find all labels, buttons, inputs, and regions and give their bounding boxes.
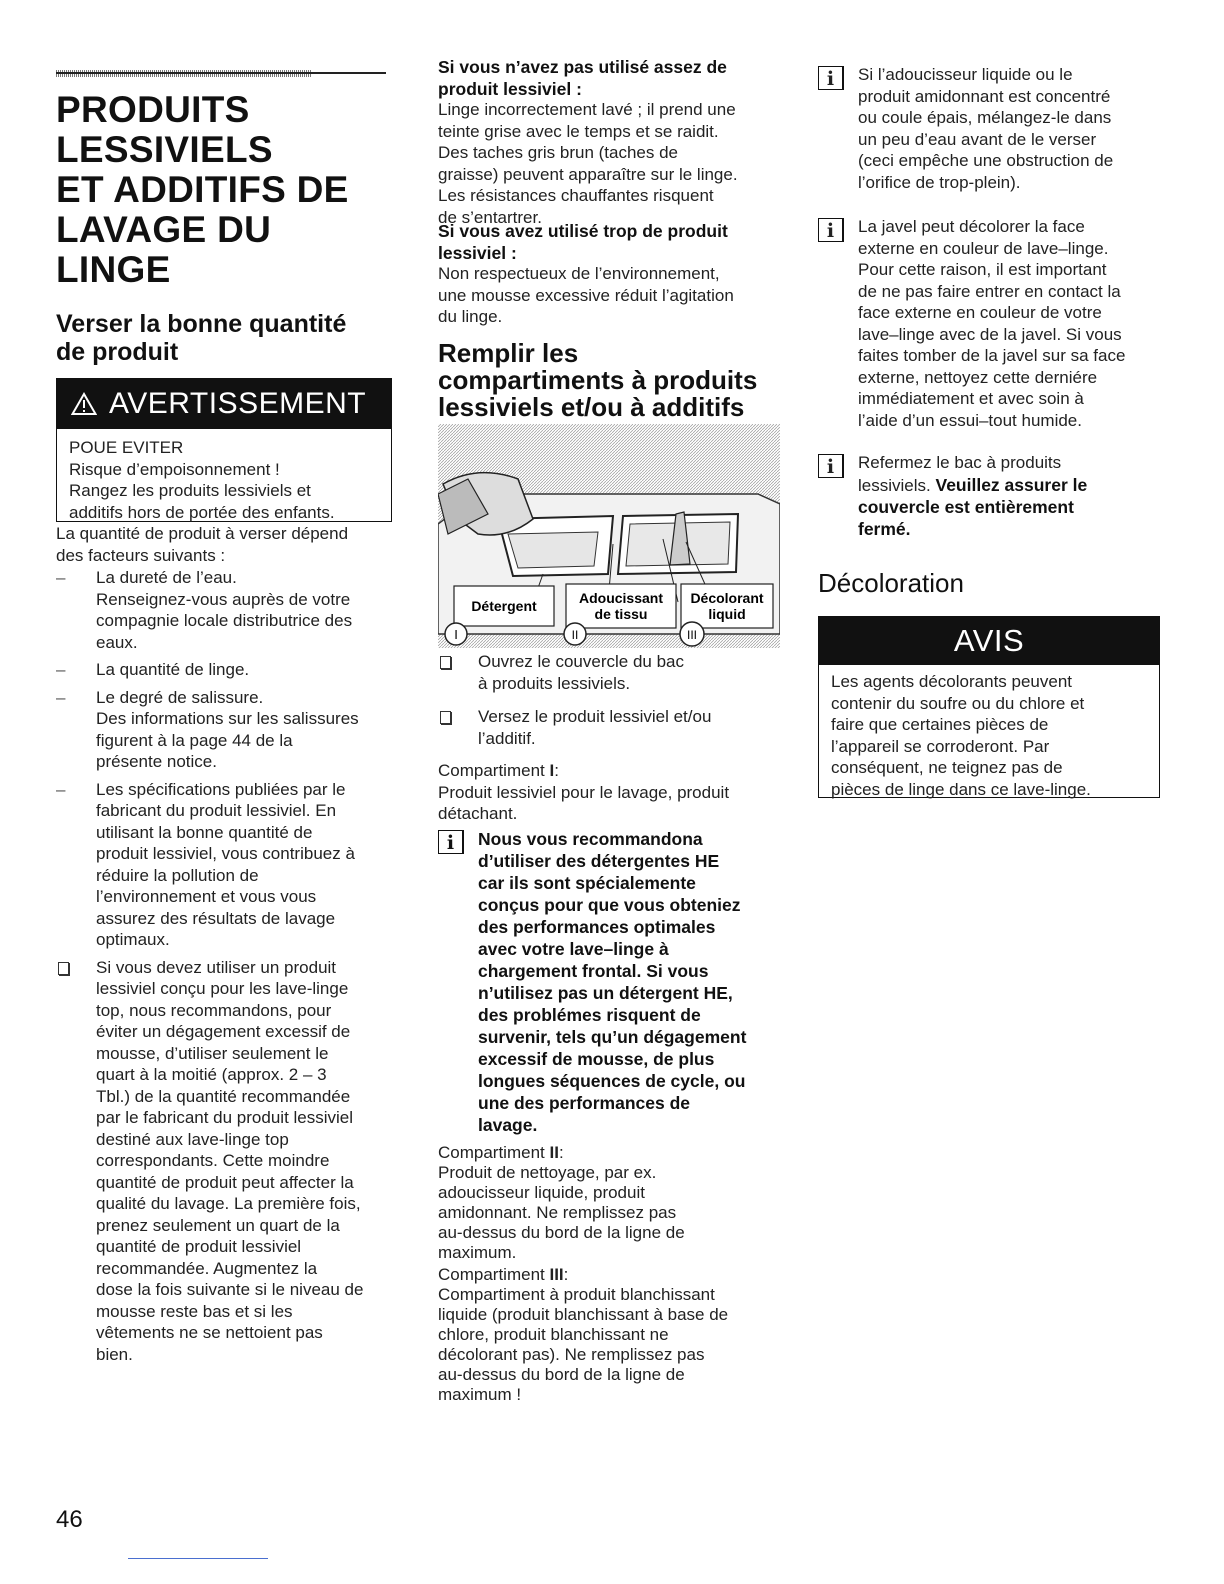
text-line: vêtements ne se nettoient pas bbox=[96, 1323, 323, 1342]
text-line: fermé. bbox=[858, 519, 911, 539]
text-line: figurent à la page 44 de la bbox=[96, 730, 293, 750]
text-line: Des taches gris brun (taches de bbox=[438, 143, 679, 162]
text-line: immédiatement et avec soin à bbox=[858, 389, 1084, 408]
info-note-bleach bbox=[818, 216, 1160, 431]
text-line: car ils sont spécialemente bbox=[478, 873, 696, 893]
checkbox-marker bbox=[438, 651, 478, 694]
label-numeral: I bbox=[549, 761, 555, 780]
section-heading-quantity bbox=[56, 310, 346, 366]
text-line: n’utilisez pas un détergent HE, bbox=[478, 983, 733, 1003]
list-item bbox=[56, 659, 394, 681]
text-line: (ceci empêche une obstruction de bbox=[858, 151, 1114, 170]
text-line: La javel peut décolorer la face bbox=[858, 217, 1085, 236]
drawer-drawing bbox=[438, 424, 780, 648]
checkbox-marker bbox=[438, 706, 478, 749]
notice-header: AVIS bbox=[819, 617, 1159, 665]
text-line: lave–linge avec de la javel. Si vous bbox=[858, 324, 1122, 344]
steps-list bbox=[438, 651, 780, 755]
text-line: Ouvrez le couvercle du bac bbox=[478, 652, 684, 671]
text-line: graisse) peuvent apparaître sur le linge. bbox=[438, 164, 738, 184]
dash-marker: – bbox=[56, 687, 66, 707]
text-line: l’orifice de trop-plein). bbox=[858, 172, 1021, 192]
numeral-2: II bbox=[571, 628, 579, 642]
text-line: par le fabricant du produit lessiviel bbox=[96, 1108, 354, 1127]
too-much-text bbox=[438, 263, 780, 328]
text-line: amidonnant. Ne remplissez pas bbox=[438, 1203, 677, 1222]
compartment-1 bbox=[438, 760, 780, 825]
text-line: Pour cette raison, il est important bbox=[858, 260, 1107, 279]
text-line: correspondants. Cette moindre bbox=[96, 1151, 330, 1170]
text-line: à produits lessiviels. bbox=[478, 673, 631, 693]
text-line: éviter un dégagement excessif de bbox=[96, 1022, 351, 1041]
text-line: lavage. bbox=[478, 1115, 538, 1135]
text-line: Si l’adoucisseur liquide ou le bbox=[858, 65, 1073, 84]
text-line: teinte grise avec le temps et se raidit. bbox=[438, 121, 719, 141]
text-line: ou coule épais, mélangez-le dans bbox=[858, 108, 1112, 127]
label-text: Compartiment bbox=[438, 761, 550, 780]
text-line: Tbl.) de la quantité recommandée bbox=[96, 1086, 351, 1106]
heading-line: lessiviels et/ou à additifs bbox=[438, 392, 745, 422]
text-line: survenir, tels qu’un dégagement bbox=[478, 1027, 747, 1047]
footer-rule bbox=[128, 1558, 268, 1559]
text-line: fabricant du produit lessiviel. En bbox=[96, 801, 337, 820]
compartment-3 bbox=[438, 1265, 780, 1405]
warning-header bbox=[57, 379, 391, 429]
text-line: destiné aux lave-linge top bbox=[96, 1129, 289, 1149]
title-line: LINGE bbox=[56, 249, 171, 290]
checkbox-icon bbox=[440, 656, 451, 669]
text-line: l’appareil se corroderont. Par bbox=[831, 736, 1050, 756]
section-heading-decoloration: Décoloration bbox=[818, 568, 964, 598]
label-numeral: III bbox=[549, 1265, 564, 1284]
text-line: pièces de linge dans ce lave-linge. bbox=[831, 779, 1091, 799]
text-line: face externe en couleur de votre bbox=[858, 303, 1102, 322]
text-line: des performances optimales bbox=[478, 917, 716, 937]
text-line: couvercle est entièrement bbox=[858, 497, 1074, 517]
text-line: Versez le produit lessiviel et/ou bbox=[478, 707, 712, 726]
warning-box bbox=[56, 378, 392, 522]
text-line: eaux. bbox=[96, 632, 138, 652]
info-icon: i bbox=[818, 66, 844, 90]
detergent-drawer-illustration bbox=[438, 424, 780, 648]
heading-line: Verser la bonne quantité bbox=[56, 310, 347, 338]
text-line: adoucisseur liquide, produit bbox=[438, 1183, 645, 1202]
text-line: conséquent, ne teignez pas de bbox=[831, 758, 1063, 777]
text-line: prenez seulement un quart de la bbox=[96, 1215, 340, 1235]
bold-fragment: Veuillez assurer le bbox=[935, 474, 1088, 495]
label-text: Compartiment bbox=[438, 1143, 550, 1162]
text-line: des facteurs suivants : bbox=[56, 545, 226, 565]
page-number: 46 bbox=[56, 1506, 83, 1533]
compartment-label bbox=[438, 760, 780, 782]
text-fragment: lessiviels. bbox=[858, 475, 931, 495]
warning-line: additifs hors de portée des enfants. bbox=[69, 502, 335, 522]
title-line: PRODUITS bbox=[56, 89, 250, 130]
dash-marker: – bbox=[56, 568, 66, 587]
text-line: Linge incorrectement lavé ; il prend une bbox=[438, 100, 736, 119]
text-line: réduire la pollution de bbox=[96, 865, 259, 885]
title-line: LESSIVIELS bbox=[56, 129, 273, 170]
info-note-close bbox=[818, 452, 1160, 540]
heading-line: Si vous n’avez pas utilisé assez de bbox=[438, 57, 727, 77]
label-bleach: Décolorant bbox=[690, 590, 764, 606]
checkbox-icon bbox=[440, 711, 451, 724]
text-line: contenir du soufre ou du chlore et bbox=[831, 693, 1085, 713]
text-line: au-dessus du bord de la ligne de bbox=[438, 1365, 685, 1384]
step-item bbox=[438, 706, 780, 749]
too-much-heading bbox=[438, 220, 780, 264]
text-line: qualité du lavage. La première fois, bbox=[96, 1194, 361, 1213]
compartment-2 bbox=[438, 1143, 780, 1263]
text-line: au-dessus du bord de la ligne de bbox=[438, 1223, 685, 1242]
warning-triangle-icon bbox=[71, 392, 97, 416]
text-line: présente notice. bbox=[96, 752, 217, 771]
text-line: La quantité de produit à verser dépend bbox=[56, 524, 349, 543]
label-softener-2: de tissu bbox=[594, 606, 648, 622]
notice-box bbox=[818, 616, 1160, 798]
heading-line: compartiments à produits bbox=[438, 365, 758, 395]
text-line: décolorant pas). Ne remplissez pas bbox=[438, 1345, 705, 1364]
label-suffix: : bbox=[554, 761, 559, 780]
step-item bbox=[438, 651, 780, 694]
numeral-3: III bbox=[686, 628, 698, 642]
text-line: utilisant la bonne quantité de bbox=[96, 822, 313, 842]
heading-line: Remplir les bbox=[438, 338, 579, 368]
list-item bbox=[56, 779, 394, 951]
text-line: Nous vous recommandona bbox=[478, 829, 703, 849]
text-line: l’environnement et vous vous bbox=[96, 887, 317, 906]
text-line: Renseignez-vous auprès de votre bbox=[96, 589, 351, 609]
text-line: externe, nettoyez cette derniére bbox=[858, 367, 1098, 387]
text-line: faites tomber de la javel sur sa face bbox=[858, 346, 1126, 365]
text-line: Les résistances chauffantes risquent bbox=[438, 186, 714, 205]
text-line: chlore, produit blanchissant ne bbox=[438, 1325, 669, 1344]
text-line: l’additif. bbox=[478, 728, 536, 748]
text-line: quart à la moitié (approx. 2 – 3 bbox=[96, 1065, 327, 1084]
text-line: Compartiment à produit blanchissant bbox=[438, 1285, 715, 1304]
checkbox-marker bbox=[56, 957, 96, 1366]
text-line: Le degré de salissure. bbox=[96, 687, 264, 707]
section-heading-fill bbox=[438, 340, 780, 421]
text-line: excessif de mousse, de plus bbox=[478, 1049, 715, 1069]
text-line: mousse, d’utiliser seulement le bbox=[96, 1043, 329, 1063]
title-line: LAVAGE DU bbox=[56, 209, 272, 250]
page-title bbox=[56, 90, 349, 290]
text-line: une des performances de bbox=[478, 1093, 691, 1113]
label-text: Compartiment bbox=[438, 1265, 550, 1284]
list-item bbox=[56, 687, 394, 773]
text-line: optimaux. bbox=[96, 930, 170, 949]
text-line: de s’entartrer. bbox=[438, 207, 542, 227]
text-line bbox=[858, 474, 1087, 497]
text-line: La dureté de l’eau. bbox=[96, 568, 237, 587]
list-item bbox=[56, 957, 394, 1366]
text-line: une mousse excessive réduit l’agitation bbox=[438, 285, 734, 305]
text-line: de ne pas faire entrer en contact la bbox=[858, 281, 1121, 301]
text-line: maximum ! bbox=[438, 1385, 522, 1404]
info-icon: i bbox=[818, 454, 844, 478]
heading-line: de produit bbox=[56, 338, 179, 366]
checkbox-icon bbox=[58, 962, 69, 975]
label-numeral: II bbox=[549, 1143, 559, 1162]
label-detergent: Détergent bbox=[471, 598, 537, 614]
warning-label: AVERTISSEMENT bbox=[109, 387, 367, 420]
heading-line: Si vous avez utilisé trop de produit bbox=[438, 221, 728, 241]
text-line: Les spécifications publiées par le bbox=[96, 779, 346, 799]
text-line: Produit lessiviel pour le lavage, produit bbox=[438, 782, 730, 802]
text-line: faire que certaines pièces de bbox=[831, 715, 1049, 734]
text-line: dose la fois suivante si le niveau de bbox=[96, 1280, 364, 1299]
warning-line: POUE EVITER bbox=[69, 438, 184, 457]
info-note-softener bbox=[818, 64, 1160, 193]
text-line: assurez des résultats de lavage bbox=[96, 908, 336, 928]
text-line: des problémes risquent de bbox=[478, 1005, 701, 1025]
warning-body bbox=[57, 429, 391, 523]
warning-line: Risque d’empoisonnement ! bbox=[69, 459, 280, 479]
text-line: lessiviel conçu pour les lave-linge bbox=[96, 979, 349, 998]
text-line: externe en couleur de lave–linge. bbox=[858, 238, 1109, 258]
dash-marker: – bbox=[56, 779, 66, 799]
text-line: Si vous devez utiliser un produit bbox=[96, 957, 337, 977]
label-bleach-2: liquid bbox=[708, 606, 746, 622]
not-enough-text bbox=[438, 99, 780, 228]
text-line: un peu d’eau avant de le verser bbox=[858, 129, 1097, 149]
title-line: ET ADDITIFS DE bbox=[56, 169, 349, 210]
text-line: Refermez le bac à produits bbox=[858, 453, 1062, 472]
text-line: du linge. bbox=[438, 307, 503, 326]
text-line: Non respectueux de l’environnement, bbox=[438, 264, 720, 283]
text-line: top, nous recommandons, pour bbox=[96, 1000, 332, 1020]
dash-marker: – bbox=[56, 660, 66, 679]
compartment-label bbox=[438, 1265, 780, 1285]
text-line: recommandée. Augmentez la bbox=[96, 1258, 318, 1278]
text-line: liquide (produit blanchissant à base de bbox=[438, 1305, 729, 1324]
intro-paragraph bbox=[56, 523, 394, 566]
text-line: produit amidonnant est concentré bbox=[858, 86, 1111, 106]
header-rule bbox=[56, 72, 386, 74]
text-line: longues séquences de cycle, ou bbox=[478, 1071, 746, 1091]
text-line: Des informations sur les salissures bbox=[96, 709, 359, 728]
text-line: maximum. bbox=[438, 1243, 517, 1262]
text-line: bien. bbox=[96, 1344, 133, 1364]
numeral-1: I bbox=[454, 627, 458, 642]
label-suffix: : bbox=[563, 1265, 569, 1284]
label-softener: Adoucissant bbox=[578, 590, 664, 606]
text-line: conçus pour que vous obteniez bbox=[478, 895, 741, 915]
label-suffix: : bbox=[558, 1143, 564, 1162]
text-line: Produit de nettoyage, par ex. bbox=[438, 1163, 657, 1182]
text-line: compagnie locale distributrice des bbox=[96, 611, 353, 630]
text-line: quantité de produit lessiviel bbox=[96, 1237, 302, 1256]
text-line: quantité de produit peut affecter la bbox=[96, 1172, 354, 1192]
not-enough-heading bbox=[438, 56, 780, 100]
text-line: Les agents décolorants peuvent bbox=[831, 672, 1073, 691]
notice-body bbox=[819, 665, 1159, 800]
text-line: d’utiliser des détergentes HE bbox=[478, 851, 720, 871]
text-line: chargement frontal. Si vous bbox=[478, 961, 709, 981]
recommendation-note bbox=[438, 828, 780, 1136]
info-icon: i bbox=[818, 218, 844, 242]
heading-line: lessiviel : bbox=[438, 243, 517, 263]
text-line: détachant. bbox=[438, 804, 518, 823]
heading-line: produit lessiviel : bbox=[438, 79, 582, 99]
factors-list bbox=[56, 567, 394, 1371]
text-line: avec votre lave–linge à bbox=[478, 939, 669, 959]
info-icon: i bbox=[438, 830, 464, 854]
text-line: l’aide d’un essui–tout humide. bbox=[858, 410, 1082, 430]
text-line: mousse reste bas et si les bbox=[96, 1301, 293, 1321]
text-line: produit lessiviel, vous contribuez à bbox=[96, 844, 355, 863]
text-line: La quantité de linge. bbox=[96, 660, 250, 679]
list-item bbox=[56, 567, 394, 653]
compartment-label bbox=[438, 1143, 780, 1163]
warning-line: Rangez les produits lessiviels et bbox=[69, 481, 311, 500]
